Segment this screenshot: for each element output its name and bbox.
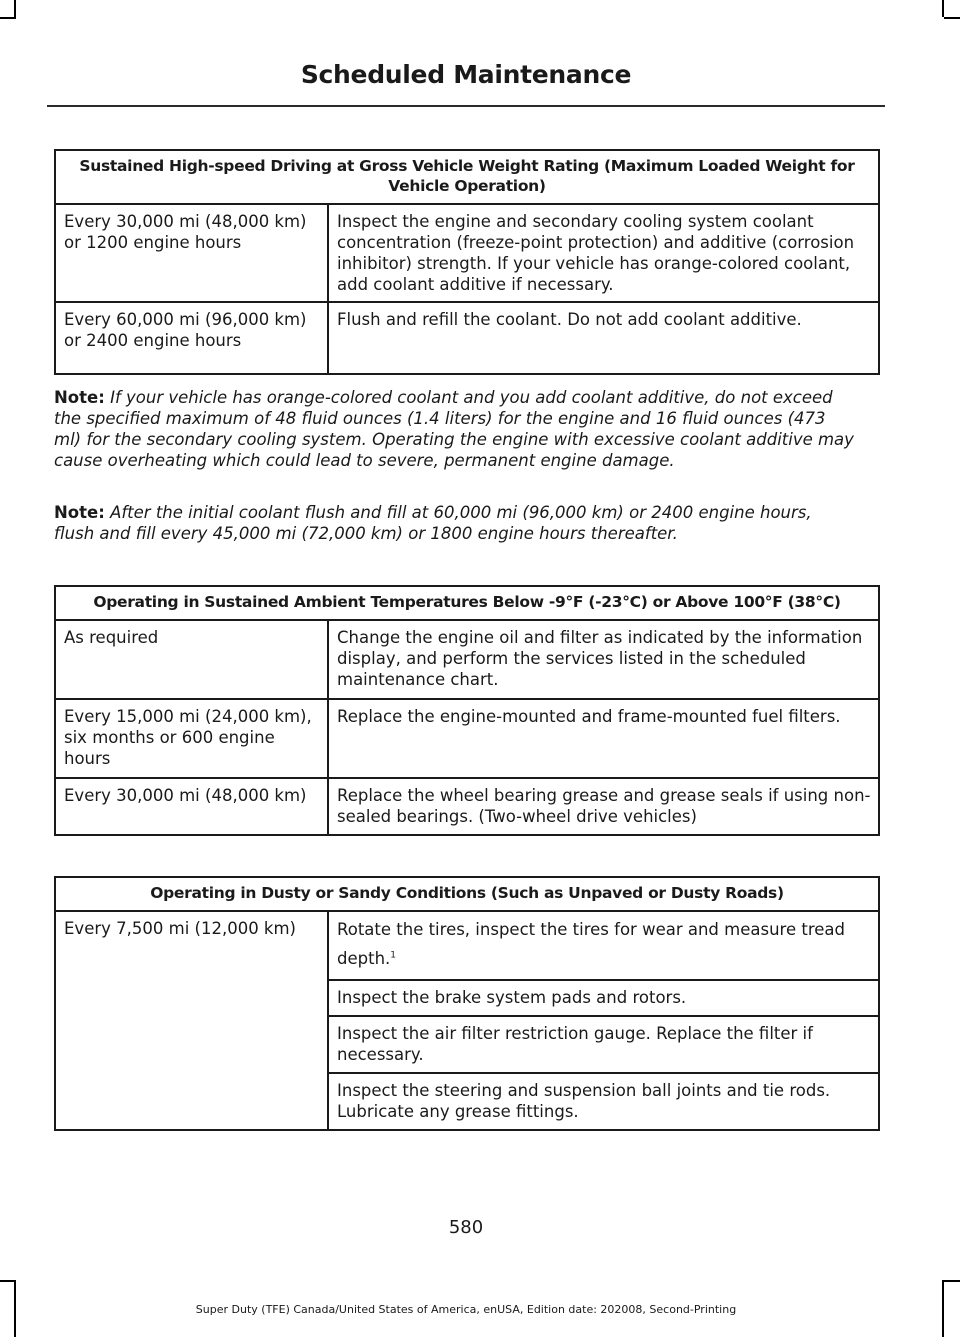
page-title: Scheduled Maintenance	[300, 60, 632, 89]
page-number: 580	[448, 1217, 484, 1238]
table-heading: Operating in Sustained Ambient Temperatures Below -9°F (-23°C) or Above 100°F (38°C)	[55, 586, 879, 620]
table-header-row	[55, 150, 879, 204]
footnote-marker: 1	[390, 950, 397, 961]
table-heading: Sustained High-speed Driving at Gross Vehicle Weight Rating (Maximum Loaded Weight for Vehicle Operation)	[55, 150, 879, 204]
high-speed-driving-table	[54, 149, 880, 375]
crop-mark	[942, 0, 944, 17]
table-row	[55, 204, 879, 302]
action-cell: Inspect the air filter restriction gauge. Replace the filter if necessary.	[328, 1016, 879, 1073]
action-cell: Flush and refill the coolant. Do not add coolant additive.	[328, 302, 879, 374]
table-header-row	[55, 877, 879, 911]
table-heading: Operating in Dusty or Sandy Conditions (Such as Unpaved or Dusty Roads)	[55, 877, 879, 911]
table-row	[55, 699, 879, 778]
title-divider	[47, 105, 885, 107]
edition-footer: Super Duty (TFE) Canada/United States of America, enUSA, Edition date: 202008, Second-Printing	[195, 1303, 737, 1316]
note-label: Note:	[54, 503, 105, 522]
interval-cell: Every 15,000 mi (24,000 km), six months or 600 engine hours	[55, 699, 328, 778]
interval-cell: Every 30,000 mi (48,000 km)	[55, 778, 328, 835]
note-text: If your vehicle has orange-colored coolant and you add coolant additive, do not exceed the specified maximum of 48 fluid ounces (1.4 liters) for the engine and 16 fluid ounces (473 ml) for the secondary cooling system. Operating the engine with excessive coolant additive may cause overheating which could lead to severe, permanent engine damage.	[54, 388, 854, 470]
table-header-row	[55, 586, 879, 620]
table-row	[55, 911, 879, 980]
action-cell: Inspect the steering and suspension ball joints and tie rods. Lubricate any grease fittings.	[328, 1073, 879, 1130]
table-row	[55, 620, 879, 699]
interval-cell: Every 7,500 mi (12,000 km)	[55, 911, 328, 1130]
note-label: Note:	[54, 388, 105, 407]
note-paragraph	[54, 387, 854, 471]
table-row	[55, 302, 879, 374]
crop-mark	[944, 1280, 960, 1282]
dusty-conditions-table	[54, 876, 880, 1131]
crop-mark	[944, 17, 960, 19]
crop-mark	[0, 17, 16, 19]
action-cell	[328, 911, 879, 980]
action-cell: Inspect the engine and secondary cooling system coolant concentration (freeze-point protection) and additive (corrosion inhibitor) strength. If your vehicle has orange-colored coolant, add coolant additive if necessary.	[328, 204, 879, 302]
action-cell: Change the engine oil and filter as indicated by the information display, and perform the services listed in the scheduled maintenance chart.	[328, 620, 879, 699]
crop-mark	[942, 1280, 944, 1337]
action-cell: Inspect the brake system pads and rotors.	[328, 980, 879, 1016]
interval-cell: Every 60,000 mi (96,000 km) or 2400 engine hours	[55, 302, 328, 374]
note-text: After the initial coolant flush and fill at 60,000 mi (96,000 km) or 2400 engine hours, flush and fill every 45,000 mi (72,000 km) or 1800 engine hours thereafter.	[54, 503, 812, 543]
ambient-temperature-table	[54, 585, 880, 836]
table-row	[55, 778, 879, 835]
interval-cell: Every 30,000 mi (48,000 km) or 1200 engine hours	[55, 204, 328, 302]
note-paragraph	[54, 502, 854, 544]
crop-mark	[14, 0, 16, 17]
interval-cell: As required	[55, 620, 328, 699]
action-cell: Replace the wheel bearing grease and grease seals if using non-sealed bearings. (Two-wheel drive vehicles)	[328, 778, 879, 835]
action-text: Rotate the tires, inspect the tires for wear and measure tread depth.	[337, 920, 845, 968]
crop-mark	[0, 1280, 16, 1282]
action-cell: Replace the engine-mounted and frame-mounted fuel filters.	[328, 699, 879, 778]
